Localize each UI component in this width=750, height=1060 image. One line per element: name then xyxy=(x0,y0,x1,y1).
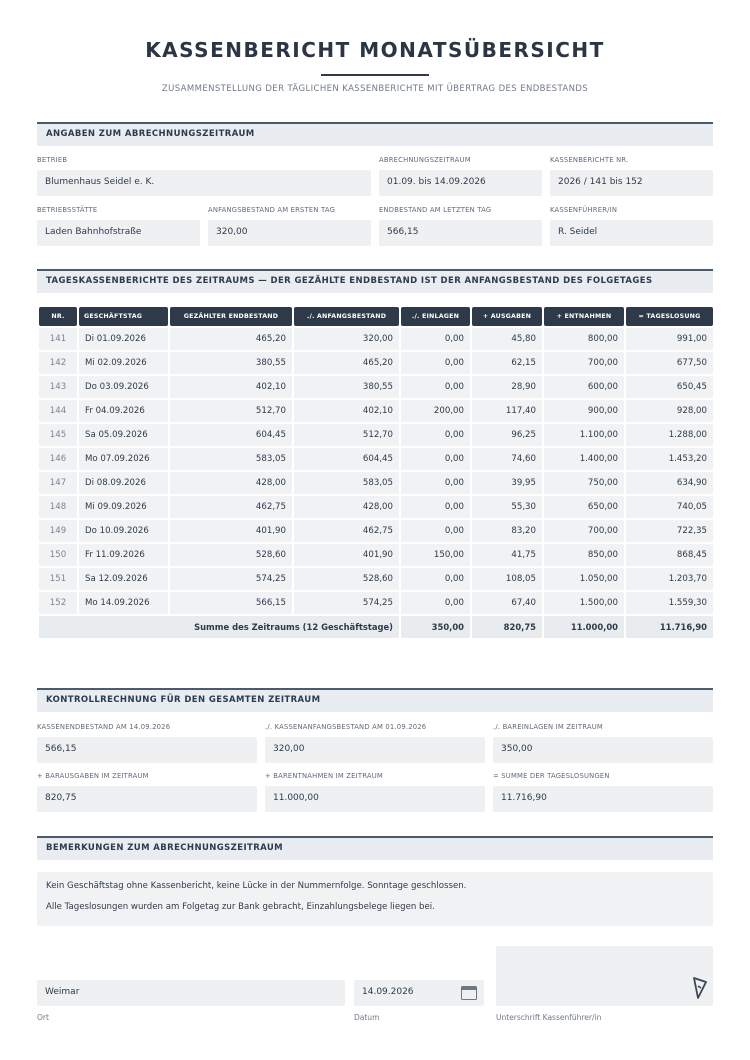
cell-endbestand: 574,25 xyxy=(170,568,292,590)
cell-anfangsbestand: 320,00 xyxy=(294,328,399,350)
cell-ausgaben: 74,60 xyxy=(472,448,542,470)
cell-entnahmen: 850,00 xyxy=(544,544,624,566)
cell-endbestand: 428,00 xyxy=(170,472,292,494)
cell-geschaeftstag: Mo 14.09.2026 xyxy=(79,592,168,614)
section-remarks-heading: BEMERKUNGEN ZUM ABRECHNUNGSZEITRAUM xyxy=(37,836,713,860)
col-anfangsbestand: ./. ANFANGSBESTAND xyxy=(294,307,399,326)
cell-tageslosung: 1.453,20 xyxy=(626,448,713,470)
cell-anfangsbestand: 574,25 xyxy=(294,592,399,614)
col-tageslosung: = TAGESLOSUNG xyxy=(626,307,713,326)
cell-nr: 142 xyxy=(39,352,77,374)
col-geschaeftstag: GESCHÄFTSTAG xyxy=(79,307,168,326)
cell-tageslosung: 722,35 xyxy=(626,520,713,542)
ort-field[interactable]: Weimar xyxy=(37,980,345,1006)
kontroll-einlagen-label: ./. BAREINLAGEN IM ZEITRAUM xyxy=(493,723,603,731)
cell-nr: 143 xyxy=(39,376,77,398)
col-ausgaben: + AUSGABEN xyxy=(472,307,542,326)
cell-anfangsbestand: 528,60 xyxy=(294,568,399,590)
cell-ausgaben: 55,30 xyxy=(472,496,542,518)
betrieb-label: BETRIEB xyxy=(37,156,68,164)
cell-nr: 151 xyxy=(39,568,77,590)
cell-anfangsbestand: 604,45 xyxy=(294,448,399,470)
kontroll-anfang-field[interactable]: 320,00 xyxy=(265,737,485,763)
remarks-line-2: Alle Tageslosungen wurden am Folgetag zur Bank gebracht, Einzahlungsbelege liegen bei. xyxy=(46,902,435,912)
sum-label: Summe des Zeitraums (12 Geschäftstage) xyxy=(39,616,399,638)
cell-tageslosung: 1.559,30 xyxy=(626,592,713,614)
section-period-heading: ANGABEN ZUM ABRECHNUNGSZEITRAUM xyxy=(37,122,713,146)
datum-label: Datum xyxy=(354,1013,380,1022)
page-subtitle: ZUSAMMENSTELLUNG DER TÄGLICHEN KASSENBERICHTE MIT ÜBERTRAG DES ENDBESTANDS xyxy=(161,84,589,94)
statte-label: BETRIEBSSTÄTTE xyxy=(37,206,98,214)
kontroll-entnahmen-field[interactable]: 11.000,00 xyxy=(265,786,485,812)
cell-geschaeftstag: Mi 02.09.2026 xyxy=(79,352,168,374)
cell-nr: 141 xyxy=(39,328,77,350)
cell-ausgaben: 117,40 xyxy=(472,400,542,422)
cell-entnahmen: 750,00 xyxy=(544,472,624,494)
cell-einlagen: 0,00 xyxy=(401,496,470,518)
cell-tageslosung: 991,00 xyxy=(626,328,713,350)
table-row xyxy=(39,544,713,566)
table-row xyxy=(39,496,713,518)
sum-tageslosung: 11.716,90 xyxy=(626,616,713,638)
page-title: KASSENBERICHT MONATSÜBERSICHT xyxy=(145,38,605,62)
cell-ausgaben: 67,40 xyxy=(472,592,542,614)
table-row xyxy=(39,328,713,350)
cell-geschaeftstag: Sa 05.09.2026 xyxy=(79,424,168,446)
kontroll-ausgaben-label: + BARAUSGABEN IM ZEITRAUM xyxy=(37,772,149,780)
cell-geschaeftstag: Mo 07.09.2026 xyxy=(79,448,168,470)
table-row xyxy=(39,352,713,374)
cell-tageslosung: 1.203,70 xyxy=(626,568,713,590)
remarks-textarea[interactable] xyxy=(37,872,713,926)
unterschrift-label: Unterschrift Kassenführer/in xyxy=(496,1013,602,1022)
cell-entnahmen: 1.500,00 xyxy=(544,592,624,614)
col-einlagen: ./. EINLAGEN xyxy=(401,307,470,326)
table-row xyxy=(39,448,713,470)
col-nr: NR. xyxy=(39,307,77,326)
zeitraum-label: ABRECHNUNGSZEITRAUM xyxy=(379,156,471,164)
cell-einlagen: 0,00 xyxy=(401,448,470,470)
remarks-line-1: Kein Geschäftstag ohne Kassenbericht, keine Lücke in der Nummernfolge. Sonntage geschlossen. xyxy=(46,881,467,891)
kontroll-summe-label: = SUMME DER TAGESLOSUNGEN xyxy=(493,772,610,780)
cell-endbestand: 512,70 xyxy=(170,400,292,422)
daily-reports-table xyxy=(37,305,715,640)
title-divider xyxy=(321,74,429,76)
cell-nr: 148 xyxy=(39,496,77,518)
table-row xyxy=(39,424,713,446)
kontroll-end-field[interactable]: 566,15 xyxy=(37,737,257,763)
cell-nr: 146 xyxy=(39,448,77,470)
cell-endbestand: 465,20 xyxy=(170,328,292,350)
cell-entnahmen: 1.100,00 xyxy=(544,424,624,446)
section-days-heading: TAGESKASSENBERICHTE DES ZEITRAUMS — DER GEZÄHLTE ENDBESTAND IST DER ANFANGSBESTAND DES FOLGETAGES xyxy=(37,269,713,293)
cell-ausgaben: 45,80 xyxy=(472,328,542,350)
anfangsbestand-label: ANFANGSBESTAND AM ERSTEN TAG xyxy=(208,206,336,214)
cell-endbestand: 604,45 xyxy=(170,424,292,446)
cell-geschaeftstag: Do 03.09.2026 xyxy=(79,376,168,398)
cell-tageslosung: 650,45 xyxy=(626,376,713,398)
table-row xyxy=(39,400,713,422)
cell-nr: 145 xyxy=(39,424,77,446)
cell-entnahmen: 1.050,00 xyxy=(544,568,624,590)
cell-endbestand: 402,10 xyxy=(170,376,292,398)
cell-entnahmen: 1.400,00 xyxy=(544,448,624,470)
cell-einlagen: 0,00 xyxy=(401,592,470,614)
cell-endbestand: 380,55 xyxy=(170,352,292,374)
cell-entnahmen: 800,00 xyxy=(544,328,624,350)
cell-entnahmen: 600,00 xyxy=(544,376,624,398)
cell-einlagen: 0,00 xyxy=(401,328,470,350)
table-row xyxy=(39,568,713,590)
cell-anfangsbestand: 380,55 xyxy=(294,376,399,398)
datum-field[interactable]: 14.09.2026 xyxy=(354,980,484,1006)
cell-tageslosung: 928,00 xyxy=(626,400,713,422)
cell-anfangsbestand: 583,05 xyxy=(294,472,399,494)
cell-einlagen: 150,00 xyxy=(401,544,470,566)
cell-ausgaben: 108,05 xyxy=(472,568,542,590)
sum-einlagen: 350,00 xyxy=(401,616,470,638)
cell-anfangsbestand: 512,70 xyxy=(294,424,399,446)
cell-anfangsbestand: 465,20 xyxy=(294,352,399,374)
kontroll-summe-field[interactable]: 11.716,90 xyxy=(493,786,713,812)
cell-geschaeftstag: Di 01.09.2026 xyxy=(79,328,168,350)
endbestand-label: ENDBESTAND AM LETZTEN TAG xyxy=(379,206,492,214)
cell-endbestand: 401,90 xyxy=(170,520,292,542)
table-row xyxy=(39,520,713,542)
statte-field[interactable]: Laden Bahnhofstraße xyxy=(37,220,200,246)
cell-tageslosung: 868,45 xyxy=(626,544,713,566)
col-entnahmen: + ENTNAHMEN xyxy=(544,307,624,326)
cell-geschaeftstag: Sa 12.09.2026 xyxy=(79,568,168,590)
cell-anfangsbestand: 462,75 xyxy=(294,520,399,542)
table-row xyxy=(39,472,713,494)
cell-geschaeftstag: Di 08.09.2026 xyxy=(79,472,168,494)
sum-ausgaben: 820,75 xyxy=(472,616,542,638)
anfangsbestand-field[interactable]: 320,00 xyxy=(208,220,371,246)
cell-nr: 147 xyxy=(39,472,77,494)
pen-icon xyxy=(692,976,708,1000)
table-row xyxy=(39,376,713,398)
cell-entnahmen: 700,00 xyxy=(544,520,624,542)
sum-entnahmen: 11.000,00 xyxy=(544,616,624,638)
cell-geschaeftstag: Mi 09.09.2026 xyxy=(79,496,168,518)
cell-tageslosung: 740,05 xyxy=(626,496,713,518)
sum-row xyxy=(39,616,713,638)
cell-einlagen: 0,00 xyxy=(401,424,470,446)
cell-endbestand: 583,05 xyxy=(170,448,292,470)
section-control-heading: KONTROLLRECHNUNG FÜR DEN GESAMTEN ZEITRAUM xyxy=(37,688,713,712)
cell-ausgaben: 28,90 xyxy=(472,376,542,398)
betrieb-field[interactable]: Blumenhaus Seidel e. K. xyxy=(37,170,371,196)
cell-anfangsbestand: 402,10 xyxy=(294,400,399,422)
endbestand-field[interactable]: 566,15 xyxy=(379,220,542,246)
cell-anfangsbestand: 428,00 xyxy=(294,496,399,518)
cell-ausgaben: 83,20 xyxy=(472,520,542,542)
kontroll-end-label: KASSENENDBESTAND AM 14.09.2026 xyxy=(37,723,171,731)
kontroll-anfang-label: ./. KASSENANFANGSBESTAND AM 01.09.2026 xyxy=(265,723,427,731)
cell-ausgaben: 62,15 xyxy=(472,352,542,374)
cell-tageslosung: 1.288,00 xyxy=(626,424,713,446)
cell-nr: 150 xyxy=(39,544,77,566)
cell-entnahmen: 900,00 xyxy=(544,400,624,422)
ort-label: Ort xyxy=(37,1013,49,1022)
cell-einlagen: 0,00 xyxy=(401,472,470,494)
cell-endbestand: 566,15 xyxy=(170,592,292,614)
cell-einlagen: 0,00 xyxy=(401,520,470,542)
kontroll-entnahmen-label: + BARENTNAHMEN IM ZEITRAUM xyxy=(265,772,383,780)
cell-nr: 144 xyxy=(39,400,77,422)
table-header-row xyxy=(39,307,713,326)
berichte-field[interactable]: 2026 / 141 bis 152 xyxy=(550,170,713,196)
kassenfuehrer-label: KASSENFÜHRER/IN xyxy=(550,206,618,214)
cell-endbestand: 462,75 xyxy=(170,496,292,518)
cell-ausgaben: 96,25 xyxy=(472,424,542,446)
kassenfuehrer-field[interactable]: R. Seidel xyxy=(550,220,713,246)
cell-anfangsbestand: 401,90 xyxy=(294,544,399,566)
cell-endbestand: 528,60 xyxy=(170,544,292,566)
kontroll-ausgaben-field[interactable]: 820,75 xyxy=(37,786,257,812)
cell-entnahmen: 700,00 xyxy=(544,352,624,374)
cell-geschaeftstag: Fr 11.09.2026 xyxy=(79,544,168,566)
cell-nr: 149 xyxy=(39,520,77,542)
cell-ausgaben: 39,95 xyxy=(472,472,542,494)
cell-geschaeftstag: Do 10.09.2026 xyxy=(79,520,168,542)
signature-field[interactable] xyxy=(496,946,713,1006)
cell-einlagen: 0,00 xyxy=(401,568,470,590)
cell-tageslosung: 677,50 xyxy=(626,352,713,374)
cell-entnahmen: 650,00 xyxy=(544,496,624,518)
cell-einlagen: 200,00 xyxy=(401,400,470,422)
calendar-icon[interactable] xyxy=(461,986,477,1000)
col-endbestand: GEZÄHLTER ENDBESTAND xyxy=(170,307,292,326)
cell-geschaeftstag: Fr 04.09.2026 xyxy=(79,400,168,422)
cell-ausgaben: 41,75 xyxy=(472,544,542,566)
cell-einlagen: 0,00 xyxy=(401,376,470,398)
table-row xyxy=(39,592,713,614)
berichte-label: KASSENBERICHTE NR. xyxy=(550,156,629,164)
zeitraum-field[interactable]: 01.09. bis 14.09.2026 xyxy=(379,170,542,196)
cell-einlagen: 0,00 xyxy=(401,352,470,374)
cell-tageslosung: 634,90 xyxy=(626,472,713,494)
cell-nr: 152 xyxy=(39,592,77,614)
kontroll-einlagen-field[interactable]: 350,00 xyxy=(493,737,713,763)
